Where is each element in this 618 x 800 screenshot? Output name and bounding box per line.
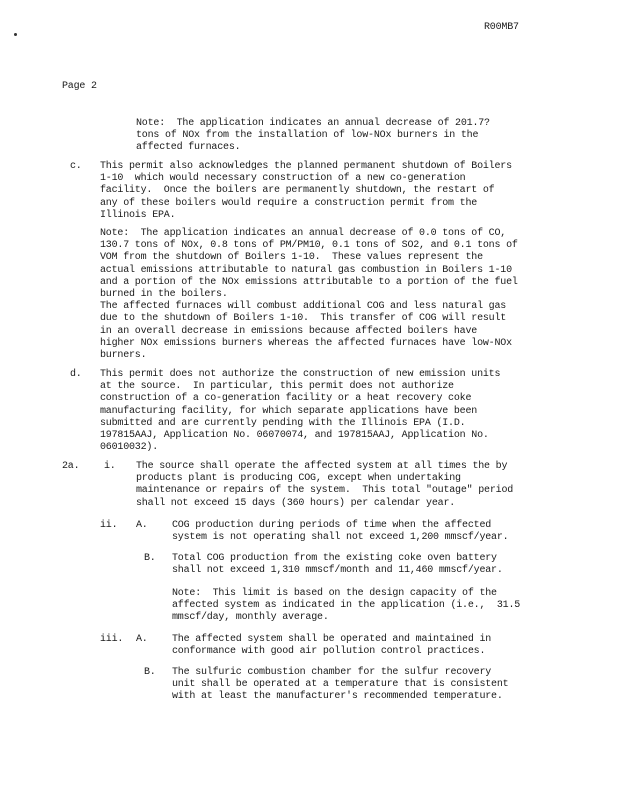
iii-b-text	[172, 667, 508, 704]
roman-iii-label: iii.	[100, 634, 124, 645]
note-line: tons of NOx from the installation of low-NOx burners in the	[136, 130, 479, 142]
note-line: 130.7 tons of NOx, 0.8 tons of PM/PM10, 0.1 tons of SO2, and 0.1 tons of	[100, 240, 518, 252]
note-line: Note: This limit is based on the design capacity of the	[172, 588, 497, 599]
paragraph-line: The sulfuric combustion chamber for the sulfur recovery	[172, 667, 492, 678]
paragraph-line: 1-10 which would necessary construction of a new co-generation	[100, 173, 466, 185]
paragraph-line: submitted and are currently pending with the Illinois EPA (I.D.	[100, 417, 466, 429]
note-line: and a portion of the NOx emissions attributable to a portion of the fuel	[100, 276, 518, 288]
note-nox-burners	[136, 118, 490, 155]
ii-a-label: A.	[136, 520, 148, 531]
paragraph-line: manufacturing facility, for which separate applications have been	[100, 405, 478, 417]
paragraph-line: Illinois EPA.	[100, 209, 176, 221]
iii-a-text	[172, 634, 491, 658]
paragraph-line: This permit does not authorize the construction of new emission units	[100, 369, 501, 380]
note-line: affected system as indicated in the application (i.e., 31.5	[172, 600, 521, 612]
ii-design-capacity-note	[172, 588, 520, 625]
item-c-text	[100, 161, 512, 222]
page-number: Page 2	[62, 81, 97, 92]
paragraph-line: maintenance or repairs of the system. This total "outage" period	[136, 485, 514, 497]
paragraph-line: conformance with good air pollution control practices.	[172, 646, 486, 658]
paragraph-line: products plant is producing COG, except when undertaking	[136, 473, 461, 485]
paragraph-line: any of these boilers would require a construction permit from the	[100, 197, 478, 209]
paragraph-line: The affected system shall be operated and maintained in	[172, 634, 492, 645]
note-line: The affected furnaces will combust additional COG and less natural gas	[100, 301, 507, 313]
paragraph-line: facility. Once the boilers are permanently shutdown, the restart of	[100, 185, 495, 197]
roman-ii-label: ii.	[100, 520, 118, 531]
condition-2a-number: 2a.	[62, 461, 80, 472]
paragraph-line: COG production during periods of time when the affected	[172, 520, 492, 531]
condition-2a-i-text	[136, 461, 513, 510]
note-line: Note: The application indicates an annual decrease of 201.7?	[136, 118, 490, 129]
note-line: mmscf/day, monthly average.	[172, 612, 329, 624]
iii-a-label: A.	[136, 634, 148, 645]
paragraph-line: with at least the manufacturer's recommended temperature.	[172, 691, 503, 703]
note-line: burners.	[100, 350, 147, 362]
paragraph-line: shall not exceed 1,310 mmscf/month and 11,460 mmscf/year.	[172, 565, 503, 577]
note-line: higher NOx emissions burners whereas the affected furnaces have low-NOx	[100, 337, 512, 349]
roman-i-label: i.	[104, 461, 116, 472]
iii-b-label: B.	[144, 667, 156, 678]
ii-b-label: B.	[144, 553, 156, 564]
note-line: burned in the boilers.	[100, 289, 228, 301]
ii-a-text	[172, 520, 508, 544]
item-d-text	[100, 369, 500, 454]
note-line: Note: The application indicates an annual decrease of 0.0 tons of CO,	[100, 228, 507, 239]
scan-speck	[14, 33, 17, 36]
note-line: affected furnaces.	[136, 142, 241, 154]
note-line: in an overall decrease in emissions because affected boilers have	[100, 325, 478, 337]
paragraph-line: This permit also acknowledges the planned permanent shutdown of Boilers	[100, 161, 512, 172]
paragraph-line: 197815AAJ, Application No. 06070074, and 197815AAJ, Application No.	[100, 430, 489, 442]
item-d-label: d.	[70, 369, 82, 380]
document-id: R00MB7	[484, 22, 519, 33]
paragraph-line: unit shall be operated at a temperature that is consistent	[172, 679, 509, 691]
note-line: actual emissions attributable to natural gas combustion in Boilers 1-10	[100, 264, 512, 276]
ii-b-text	[172, 553, 503, 577]
note-boiler-shutdown	[100, 228, 518, 362]
item-c-label: c.	[70, 161, 82, 172]
paragraph-line: at the source. In particular, this permit does not authorize	[100, 381, 454, 393]
paragraph-line: 06010032).	[100, 442, 159, 454]
paragraph-line: construction of a co-generation facility or a heat recovery coke	[100, 393, 472, 405]
paragraph-line: system is not operating shall not exceed 1,200 mmscf/year.	[172, 532, 509, 544]
note-line: VOM from the shutdown of Boilers 1-10. These values represent the	[100, 252, 483, 264]
paragraph-line: shall not exceed 15 days (360 hours) per calendar year.	[136, 497, 456, 509]
paragraph-line: The source shall operate the affected system at all times the by	[136, 461, 508, 472]
note-line: due to the shutdown of Boilers 1-10. This transfer of COG will result	[100, 313, 507, 325]
paragraph-line: Total COG production from the existing coke oven battery	[172, 553, 497, 564]
